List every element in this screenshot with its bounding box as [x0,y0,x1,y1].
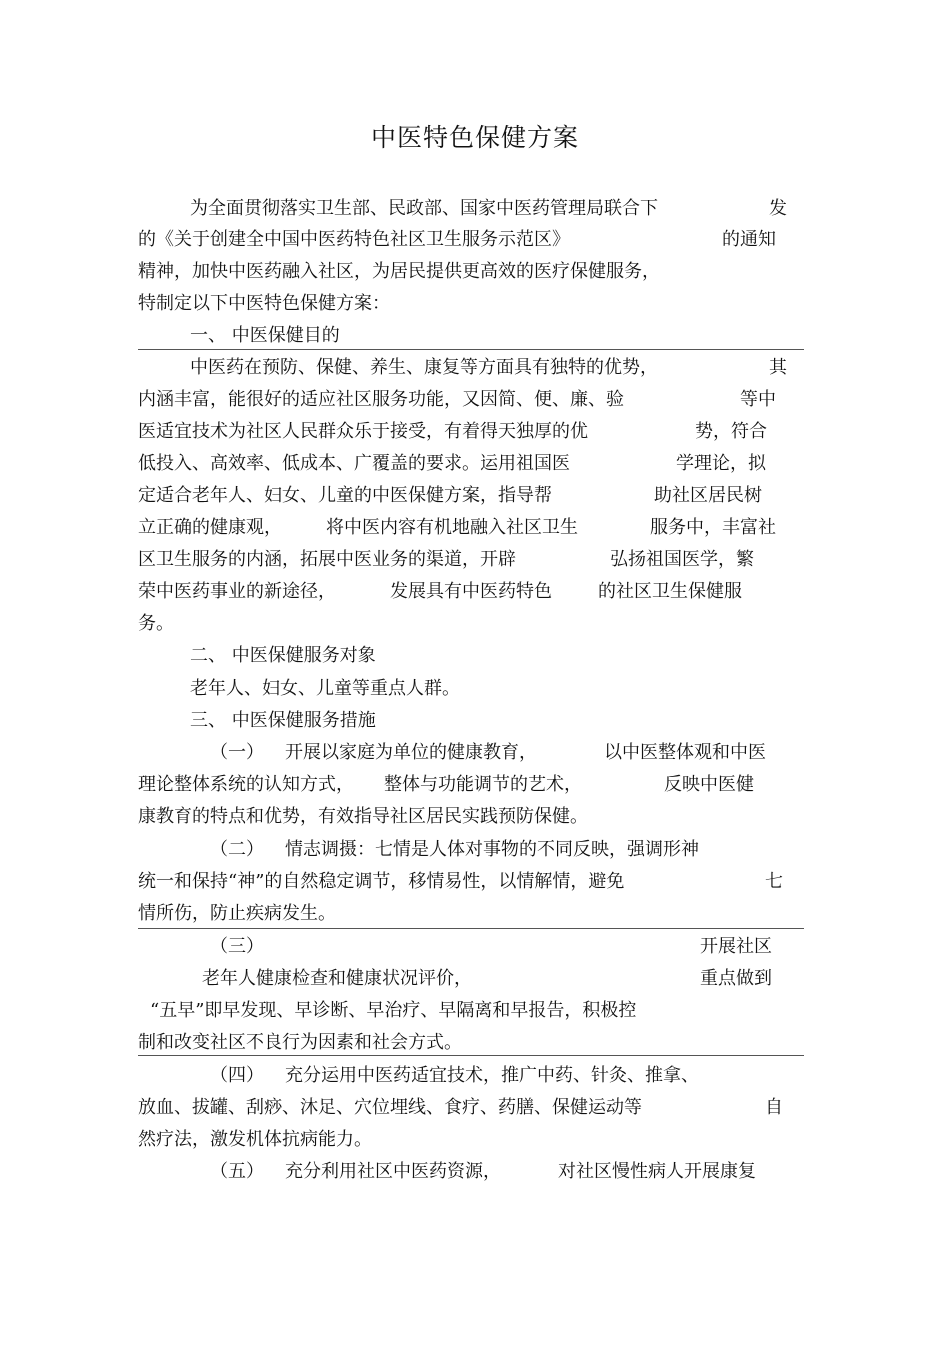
item-number: （五） [210,1161,264,1182]
text-line: 的《关于创建全中国中医药特色社区卫生服务示范区》 [138,229,570,250]
text-line: 内涵丰富，能很好的适应社区服务功能，又因简、便、廉、验 [138,389,624,410]
text-line: 立正确的健康观， [138,517,282,538]
text-line: 七 [765,871,783,892]
text-line: 开展社区 [700,936,772,957]
text-line: 学理论，拟 [676,453,766,474]
text-line: 的社区卫生保健服 [598,581,742,602]
text-line: 低投入、高效率、低成本、广覆盖的要求。运用祖国医 [138,453,570,474]
text-line: 发 [769,198,787,219]
text-line: 服务中，丰富社 [650,517,776,538]
text-line: 等中 [740,389,776,410]
text-line: 助社区居民树 [654,485,762,506]
text-line: 对社区慢性病人开展康复 [558,1161,756,1182]
item-number: （三） [210,936,264,957]
text-line: 务。 [138,613,174,634]
text-line: 中医药在预防、保健、养生、康复等方面具有独特的优势， [190,357,658,378]
text-line: 特制定以下中医特色保健方案： [138,293,390,314]
section-heading: 三、 中医保健服务措施 [190,710,376,731]
text-line: “五早”即早发现、早诊断、早治疗、早隔离和早报告，积极控 [150,1000,637,1021]
text-line: 理论整体系统的认知方式， [138,774,354,795]
text-line: 势，符合 [695,421,767,442]
text-line: 老年人、妇女、儿童等重点人群。 [190,678,460,699]
section-heading: 二、 中医保健服务对象 [190,645,376,666]
divider-line [138,349,804,350]
text-line: 统一和保持“神”的自然稳定调节，移情易性，以情解情，避免 [138,871,625,892]
page-title: 中医特色保健方案 [370,123,579,152]
text-line: 弘扬祖国医学，繁 [610,549,754,570]
text-line: 为全面贯彻落实卫生部、民政部、国家中医药管理局联合下 [190,198,658,219]
text-line: 充分利用社区中医药资源， [285,1161,501,1182]
text-line: 情所伤，防止疾病发生。 [138,903,336,924]
text-line: 制和改变社区不良行为因素和社会方式。 [138,1032,462,1053]
text-line: 老年人健康检查和健康状况评价， [202,968,472,989]
text-line: 区卫生服务的内涵，拓展中医业务的渠道，开辟 [138,549,516,570]
text-line: 将中医内容有机地融入社区卫生 [326,517,578,538]
text-line: 的通知 [722,229,776,250]
divider-line [138,928,804,929]
text-line: 重点做到 [700,968,772,989]
text-line: 以中医整体观和中医 [604,742,766,763]
item-number: （四） [210,1065,264,1086]
text-line: 开展以家庭为单位的健康教育， [285,742,537,763]
text-line: 其 [769,357,787,378]
text-line: 发展具有中医药特色 [390,581,552,602]
text-line: 荣中医药事业的新途径， [138,581,336,602]
divider-line [138,1055,804,1056]
section-heading: 一、 中医保健目的 [190,325,340,346]
text-line: 然疗法，激发机体抗病能力。 [138,1129,372,1150]
text-line: 自 [765,1097,783,1118]
item-number: （一） [210,742,264,763]
text-line: 精神，加快中医药融入社区，为居民提供更高效的医疗保健服务， [138,261,660,282]
text-line: 充分运用中医药适宜技术，推广中药、针灸、推拿、 [285,1065,699,1086]
text-line: 情志调摄：七情是人体对事物的不同反映，强调形神 [285,839,699,860]
text-line: 定适合老年人、妇女、儿童的中医保健方案，指导帮 [138,485,552,506]
item-number: （二） [210,839,264,860]
text-line: 医适宜技术为社区人民群众乐于接受，有着得天独厚的优 [138,421,588,442]
text-line: 放血、拔罐、刮痧、沐足、穴位埋线、食疗、药膳、保健运动等 [138,1097,642,1118]
text-line: 康教育的特点和优势，有效指导社区居民实践预防保健。 [138,806,588,827]
text-line: 整体与功能调节的艺术， [384,774,582,795]
text-line: 反映中医健 [664,774,754,795]
